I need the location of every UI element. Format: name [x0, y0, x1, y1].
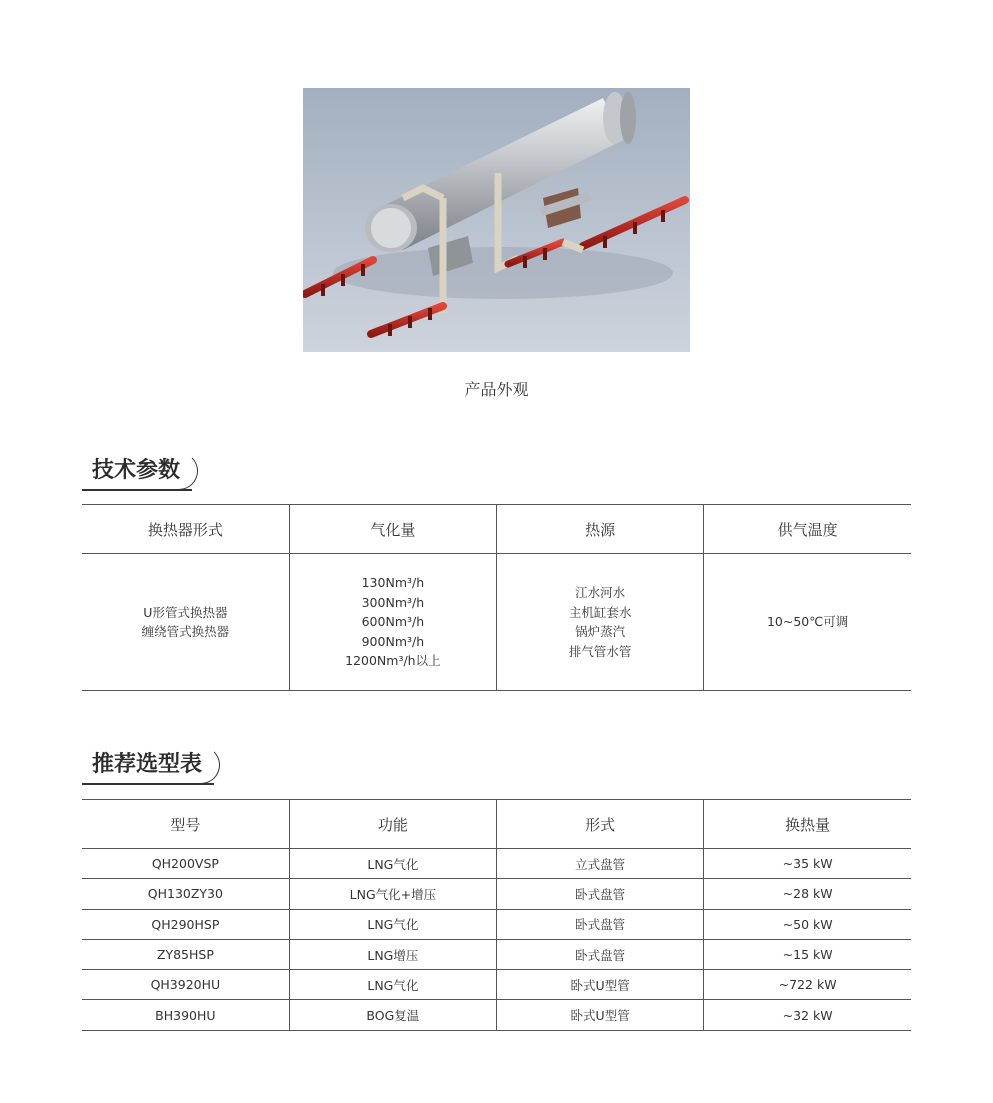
cell-line: U形管式换热器: [143, 604, 228, 620]
heat-exchange-cell: ~50 kW: [704, 909, 911, 939]
section-heading: 技术参数: [82, 452, 198, 490]
model-cell: ZY85HSP: [82, 939, 289, 969]
function-cell: LNG增压: [289, 939, 496, 969]
heat-exchange-cell: ~32 kW: [704, 1000, 911, 1030]
table-header-row: [82, 800, 911, 849]
header-cell: 供气温度: [704, 505, 911, 554]
header-cell: 型号: [82, 800, 289, 849]
selection-table: [82, 799, 911, 1031]
model-cell: QH3920HU: [82, 970, 289, 1000]
cell-line: 130Nm³/h: [361, 575, 425, 591]
header-cell: 换热量: [704, 800, 911, 849]
heat-source-cell: [497, 554, 704, 691]
heat-exchange-cell: ~35 kW: [704, 849, 911, 879]
form-cell: 卧式U型管: [497, 1000, 704, 1030]
form-cell: 立式盘管: [497, 849, 704, 879]
heading-underline: [82, 783, 214, 785]
function-cell: LNG气化+增压: [289, 879, 496, 909]
header-cell: 形式: [497, 800, 704, 849]
cell-line: 排气管水管: [568, 643, 632, 659]
section-heading: 推荐选型表: [82, 746, 220, 784]
header-cell: 热源: [497, 505, 704, 554]
cell-line: 锅炉蒸汽: [575, 624, 626, 639]
model-cell: QH290HSP: [82, 909, 289, 939]
function-cell: LNG气化: [289, 849, 496, 879]
heat-exchange-cell: ~722 kW: [704, 970, 911, 1000]
table-header-row: [82, 505, 911, 554]
cell-line: 缠绕管式换热器: [141, 624, 230, 639]
cell-line: 600Nm³/h: [361, 614, 425, 630]
form-cell: 卧式U型管: [497, 970, 704, 1000]
table-row: [82, 849, 911, 879]
form-cell: 卧式盘管: [497, 909, 704, 939]
cell-line: 10~50℃可调: [766, 614, 849, 630]
form-cell: 卧式盘管: [497, 879, 704, 909]
section-title-selection: [82, 746, 220, 784]
heat-exchange-cell: ~28 kW: [704, 879, 911, 909]
cell-line: 900Nm³/h: [361, 633, 425, 649]
function-cell: LNG气化: [289, 970, 496, 1000]
product-caption: 产品外观: [464, 380, 529, 399]
cell-line: 1200Nm³/h以上: [345, 653, 441, 669]
heat-exchange-cell: ~15 kW: [704, 939, 911, 969]
tech-params-table: [82, 504, 911, 691]
cell-line: 主机缸套水: [568, 604, 632, 620]
table-row: [82, 1000, 911, 1030]
supply-temp-cell: [704, 554, 911, 691]
table-row: [82, 939, 911, 969]
table-row: [82, 970, 911, 1000]
header-cell: 气化量: [289, 505, 496, 554]
model-cell: QH130ZY30: [82, 879, 289, 909]
header-cell: 换热器形式: [82, 505, 289, 554]
cell-line: 300Nm³/h: [361, 594, 425, 610]
table-row: [82, 909, 911, 939]
form-cell: 卧式盘管: [497, 939, 704, 969]
header-cell: 功能: [289, 800, 496, 849]
table-row: [82, 879, 911, 909]
section-title-tech-params: [82, 452, 198, 490]
exchanger-type-cell: [82, 554, 289, 691]
table-row: [82, 554, 911, 691]
gasification-cell: [289, 554, 496, 691]
cell-line: 江水河水: [575, 585, 626, 600]
heading-underline: [82, 489, 192, 491]
function-cell: BOG复温: [289, 1000, 496, 1030]
model-cell: BH390HU: [82, 1000, 289, 1030]
product-image: [303, 88, 690, 352]
model-cell: QH200VSP: [82, 849, 289, 879]
function-cell: LNG气化: [289, 909, 496, 939]
